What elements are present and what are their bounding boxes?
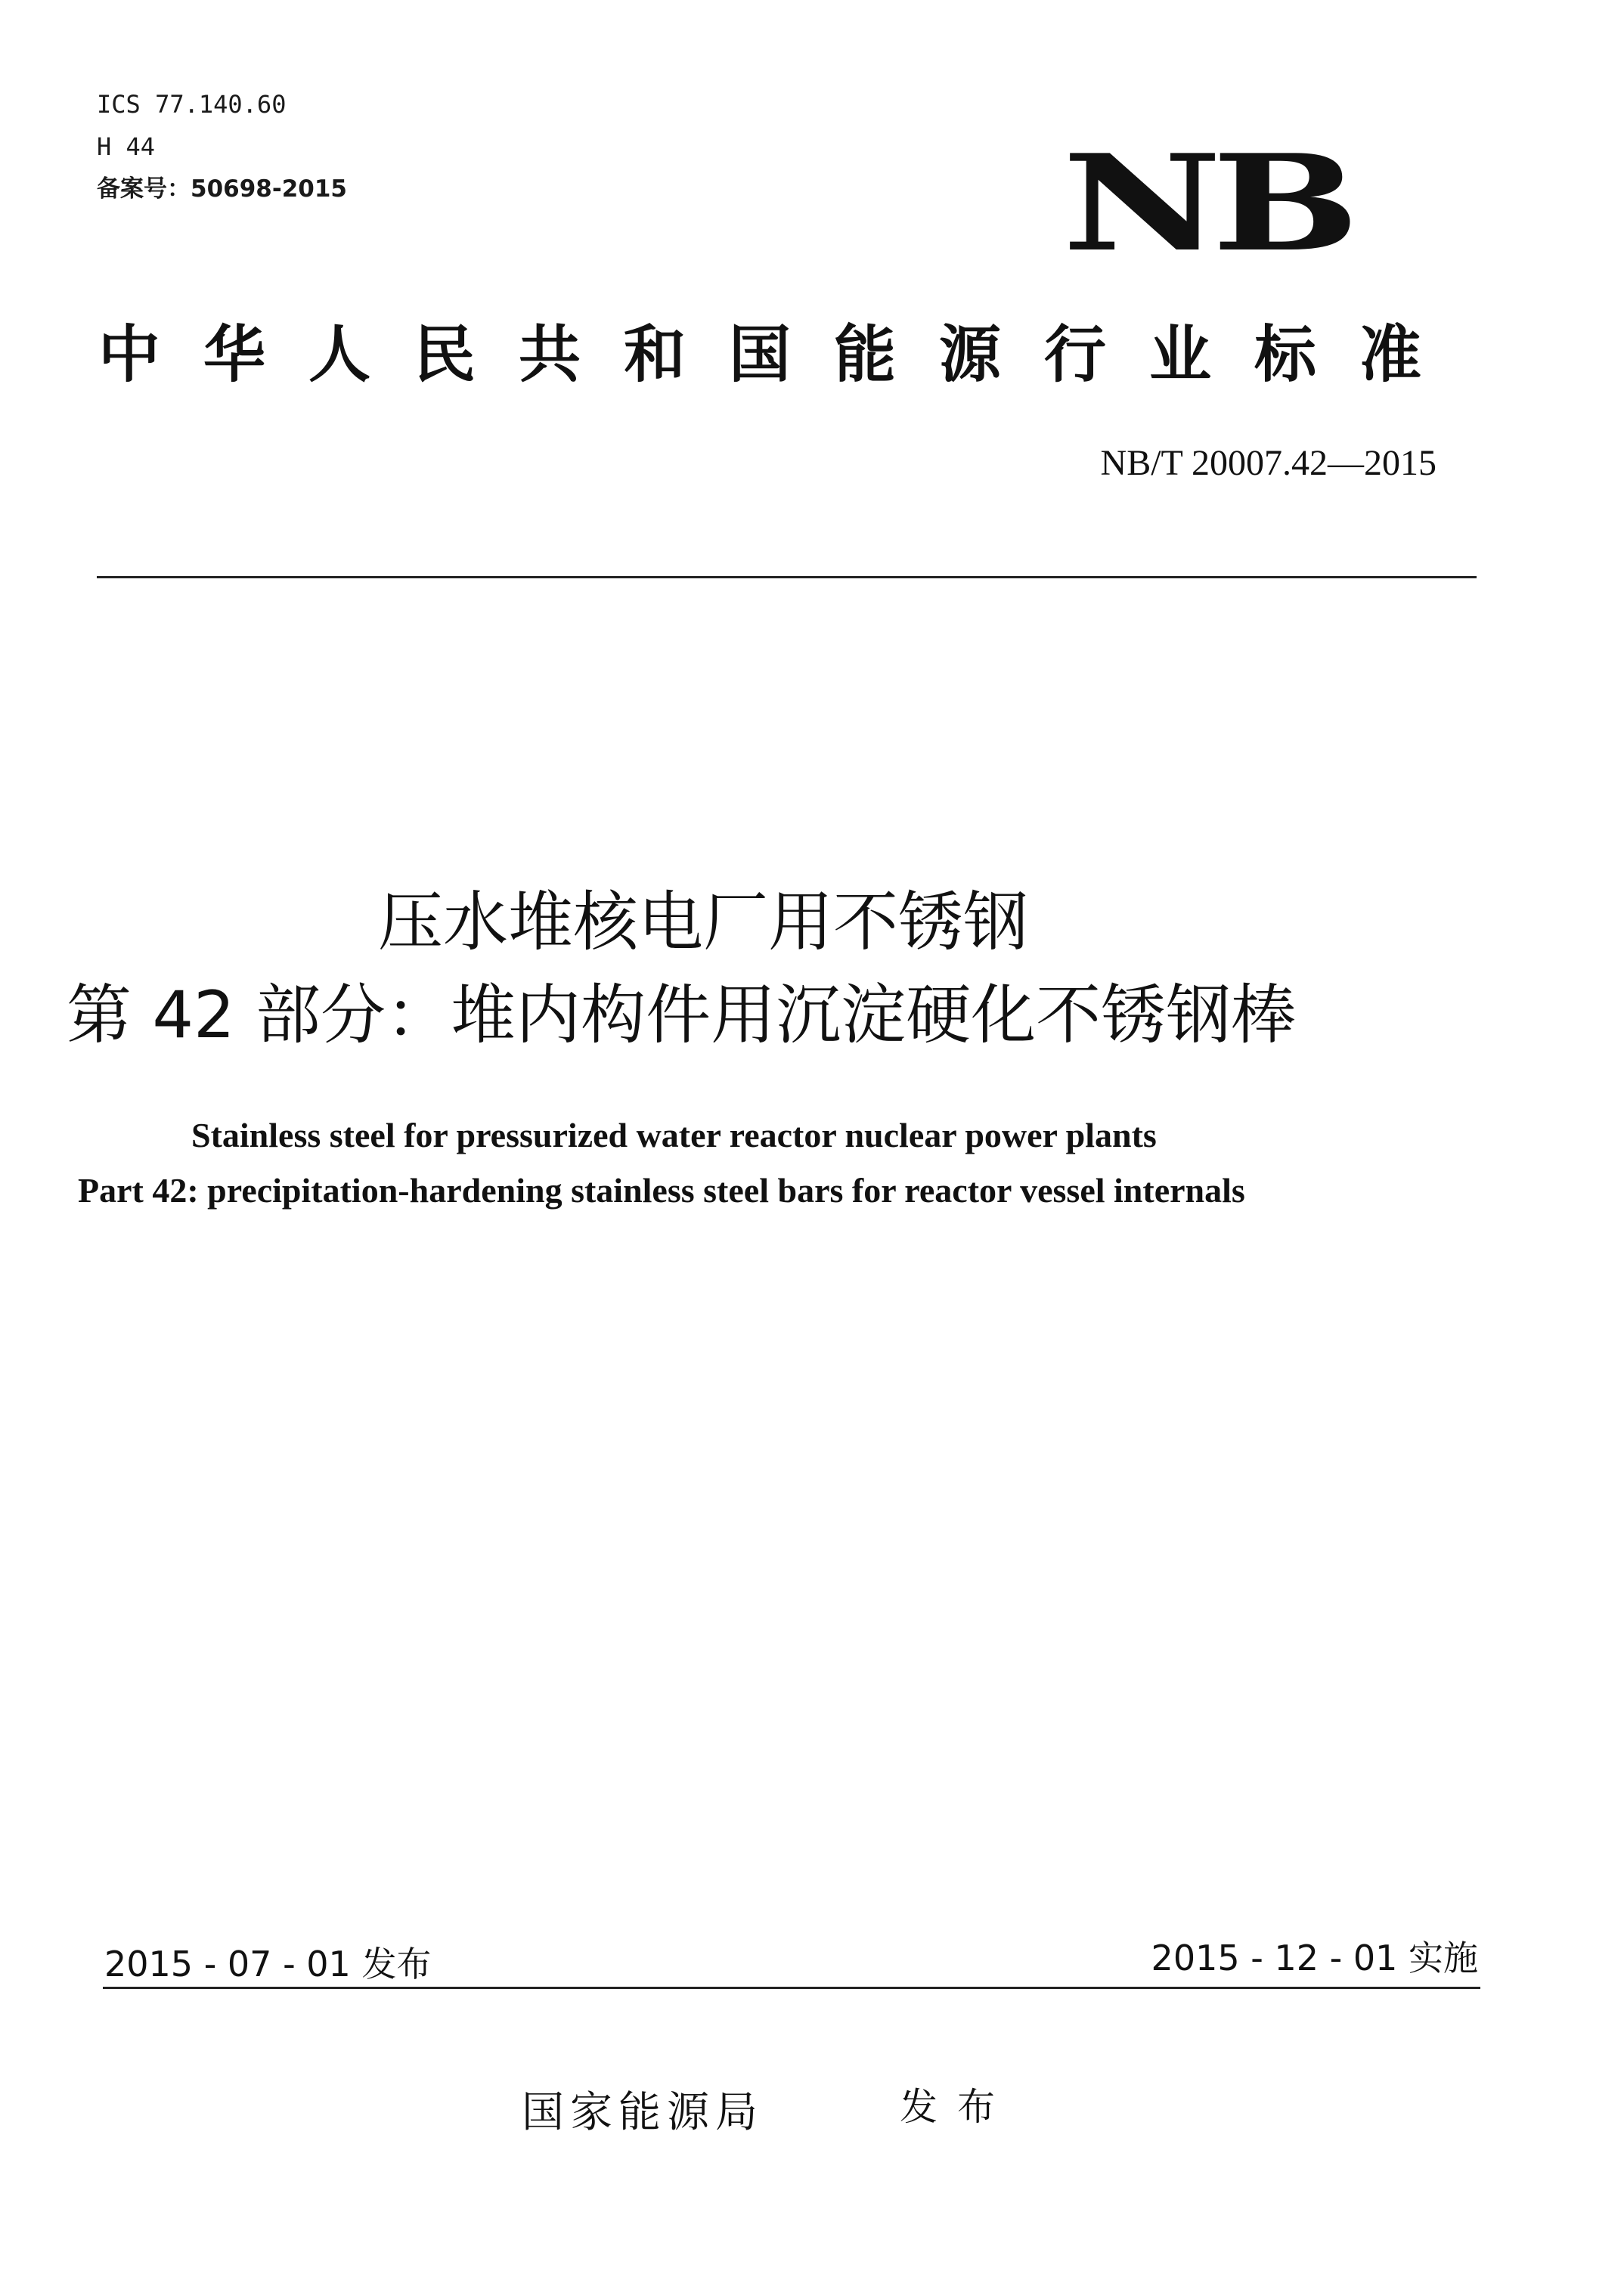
header-divider <box>97 576 1477 578</box>
organization-title: 中华人民共和国能源行业标准 <box>98 319 1465 391</box>
standard-number: NB/T 20007.42—2015 <box>1100 443 1436 483</box>
english-title-line-2: Part 42: precipitation-hardening stainless steel bars for reactor vessel internals <box>78 1171 1245 1210</box>
publish-label: 发布 <box>900 2085 1015 2129</box>
ics-code: ICS 77.140.60 <box>97 90 287 119</box>
implementation-date: 2015 - 12 - 01 实施 <box>1151 1938 1478 1978</box>
record-number: 备案号：50698-2015 <box>97 175 347 203</box>
issue-date: 2015 - 07 - 01 发布 <box>104 1944 432 1984</box>
date-divider <box>103 1987 1480 1989</box>
english-title-line-1: Stainless steel for pressurized water reactor nuclear power plants <box>191 1116 1157 1154</box>
publisher-name: 国家能源局 <box>522 2088 764 2137</box>
chinese-title-line-1: 压水堆核电厂用不锈钢 <box>378 885 1028 960</box>
nb-logo: NB <box>1062 126 1350 281</box>
chinese-title-line-2: 第 42 部分：堆内构件用沉淀硬化不锈钢棒 <box>67 977 1297 1053</box>
ccs-code: H 44 <box>97 132 156 161</box>
